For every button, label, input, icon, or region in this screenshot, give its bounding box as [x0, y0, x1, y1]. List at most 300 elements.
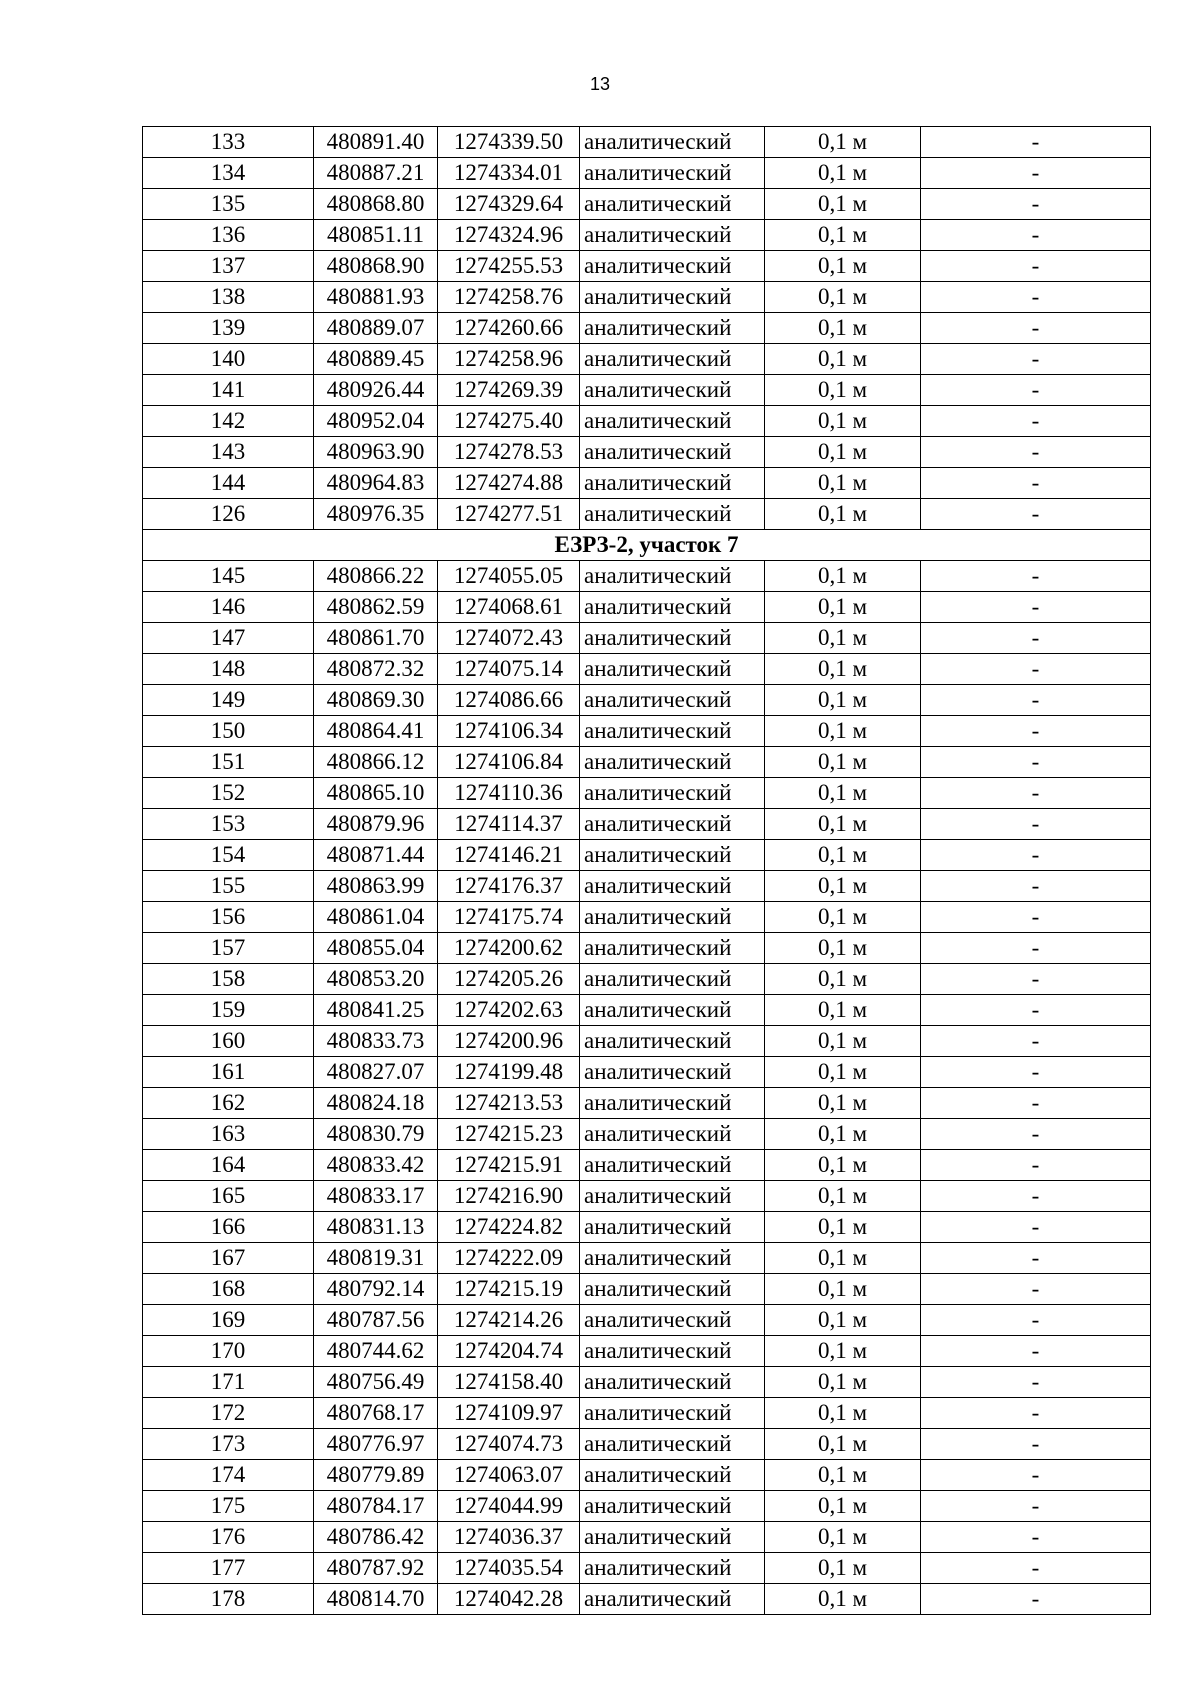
point-number-cell: 149 [143, 685, 314, 716]
y-coordinate-cell: 1274075.14 [438, 654, 580, 685]
accuracy-cell: 0,1 м [765, 127, 921, 158]
accuracy-cell: 0,1 м [765, 654, 921, 685]
table-row [143, 716, 1151, 747]
x-coordinate-cell: 480768.17 [314, 1398, 438, 1429]
method-cell: аналитический [580, 468, 765, 499]
method-cell: аналитический [580, 1522, 765, 1553]
note-cell: - [921, 344, 1151, 375]
y-coordinate-cell: 1274274.88 [438, 468, 580, 499]
note-cell: - [921, 1274, 1151, 1305]
point-number-cell: 156 [143, 902, 314, 933]
accuracy-cell: 0,1 м [765, 1150, 921, 1181]
table-row [143, 189, 1151, 220]
point-number-cell: 173 [143, 1429, 314, 1460]
point-number-cell: 161 [143, 1057, 314, 1088]
note-cell: - [921, 1460, 1151, 1491]
note-cell: - [921, 1553, 1151, 1584]
note-cell: - [921, 127, 1151, 158]
table-row [143, 1243, 1151, 1274]
point-number-cell: 139 [143, 313, 314, 344]
method-cell: аналитический [580, 1336, 765, 1367]
method-cell: аналитический [580, 1460, 765, 1491]
method-cell: аналитический [580, 1398, 765, 1429]
accuracy-cell: 0,1 м [765, 716, 921, 747]
method-cell: аналитический [580, 778, 765, 809]
x-coordinate-cell: 480891.40 [314, 127, 438, 158]
point-number-cell: 157 [143, 933, 314, 964]
table-row [143, 1429, 1151, 1460]
x-coordinate-cell: 480792.14 [314, 1274, 438, 1305]
x-coordinate-cell: 480841.25 [314, 995, 438, 1026]
accuracy-cell: 0,1 м [765, 1212, 921, 1243]
method-cell: аналитический [580, 1212, 765, 1243]
note-cell: - [921, 1398, 1151, 1429]
x-coordinate-cell: 480744.62 [314, 1336, 438, 1367]
method-cell: аналитический [580, 1491, 765, 1522]
method-cell: аналитический [580, 871, 765, 902]
note-cell: - [921, 1212, 1151, 1243]
accuracy-cell: 0,1 м [765, 220, 921, 251]
x-coordinate-cell: 480833.42 [314, 1150, 438, 1181]
x-coordinate-cell: 480833.73 [314, 1026, 438, 1057]
table-row [143, 251, 1151, 282]
y-coordinate-cell: 1274158.40 [438, 1367, 580, 1398]
point-number-cell: 137 [143, 251, 314, 282]
table-row [143, 995, 1151, 1026]
accuracy-cell: 0,1 м [765, 1057, 921, 1088]
accuracy-cell: 0,1 м [765, 499, 921, 530]
point-number-cell: 169 [143, 1305, 314, 1336]
y-coordinate-cell: 1274044.99 [438, 1491, 580, 1522]
note-cell: - [921, 964, 1151, 995]
method-cell: аналитический [580, 623, 765, 654]
method-cell: аналитический [580, 406, 765, 437]
table-row [143, 499, 1151, 530]
x-coordinate-cell: 480864.41 [314, 716, 438, 747]
y-coordinate-cell: 1274106.84 [438, 747, 580, 778]
y-coordinate-cell: 1274334.01 [438, 158, 580, 189]
table-row [143, 561, 1151, 592]
table-row [143, 1181, 1151, 1212]
section-header-row [143, 530, 1151, 561]
y-coordinate-cell: 1274110.36 [438, 778, 580, 809]
table-row [143, 1119, 1151, 1150]
y-coordinate-cell: 1274086.66 [438, 685, 580, 716]
page-number: 13 [589, 74, 611, 94]
point-number-cell: 126 [143, 499, 314, 530]
method-cell: аналитический [580, 809, 765, 840]
method-cell: аналитический [580, 964, 765, 995]
note-cell: - [921, 375, 1151, 406]
accuracy-cell: 0,1 м [765, 871, 921, 902]
method-cell: аналитический [580, 313, 765, 344]
note-cell: - [921, 220, 1151, 251]
table-row [143, 685, 1151, 716]
note-cell: - [921, 189, 1151, 220]
accuracy-cell: 0,1 м [765, 468, 921, 499]
note-cell: - [921, 654, 1151, 685]
method-cell: аналитический [580, 840, 765, 871]
accuracy-cell: 0,1 м [765, 437, 921, 468]
y-coordinate-cell: 1274146.21 [438, 840, 580, 871]
x-coordinate-cell: 480879.96 [314, 809, 438, 840]
note-cell: - [921, 437, 1151, 468]
method-cell: аналитический [580, 158, 765, 189]
y-coordinate-cell: 1274200.96 [438, 1026, 580, 1057]
method-cell: аналитический [580, 1584, 765, 1615]
x-coordinate-cell: 480851.11 [314, 220, 438, 251]
accuracy-cell: 0,1 м [765, 840, 921, 871]
method-cell: аналитический [580, 1553, 765, 1584]
point-number-cell: 136 [143, 220, 314, 251]
table-row [143, 1305, 1151, 1336]
accuracy-cell: 0,1 м [765, 747, 921, 778]
point-number-cell: 178 [143, 1584, 314, 1615]
accuracy-cell: 0,1 м [765, 1460, 921, 1491]
accuracy-cell: 0,1 м [765, 189, 921, 220]
x-coordinate-cell: 480868.90 [314, 251, 438, 282]
point-number-cell: 168 [143, 1274, 314, 1305]
table-row [143, 1088, 1151, 1119]
x-coordinate-cell: 480855.04 [314, 933, 438, 964]
y-coordinate-cell: 1274063.07 [438, 1460, 580, 1491]
y-coordinate-cell: 1274258.96 [438, 344, 580, 375]
method-cell: аналитический [580, 499, 765, 530]
y-coordinate-cell: 1274205.26 [438, 964, 580, 995]
x-coordinate-cell: 480863.99 [314, 871, 438, 902]
point-number-cell: 146 [143, 592, 314, 623]
point-number-cell: 133 [143, 127, 314, 158]
table-row [143, 747, 1151, 778]
note-cell: - [921, 1243, 1151, 1274]
note-cell: - [921, 1491, 1151, 1522]
note-cell: - [921, 623, 1151, 654]
table-body-top [143, 127, 1151, 530]
accuracy-cell: 0,1 м [765, 561, 921, 592]
point-number-cell: 159 [143, 995, 314, 1026]
table-row [143, 468, 1151, 499]
x-coordinate-cell: 480776.97 [314, 1429, 438, 1460]
note-cell: - [921, 1429, 1151, 1460]
x-coordinate-cell: 480787.56 [314, 1305, 438, 1336]
y-coordinate-cell: 1274114.37 [438, 809, 580, 840]
table-row [143, 933, 1151, 964]
table-body-bottom [143, 561, 1151, 1615]
accuracy-cell: 0,1 м [765, 1026, 921, 1057]
accuracy-cell: 0,1 м [765, 1553, 921, 1584]
method-cell: аналитический [580, 716, 765, 747]
method-cell: аналитический [580, 1057, 765, 1088]
method-cell: аналитический [580, 1150, 765, 1181]
method-cell: аналитический [580, 1274, 765, 1305]
note-cell: - [921, 561, 1151, 592]
table-section [143, 530, 1151, 561]
y-coordinate-cell: 1274176.37 [438, 871, 580, 902]
method-cell: аналитический [580, 251, 765, 282]
point-number-cell: 176 [143, 1522, 314, 1553]
accuracy-cell: 0,1 м [765, 375, 921, 406]
accuracy-cell: 0,1 м [765, 1491, 921, 1522]
accuracy-cell: 0,1 м [765, 592, 921, 623]
note-cell: - [921, 282, 1151, 313]
x-coordinate-cell: 480976.35 [314, 499, 438, 530]
accuracy-cell: 0,1 м [765, 1274, 921, 1305]
x-coordinate-cell: 480827.07 [314, 1057, 438, 1088]
y-coordinate-cell: 1274329.64 [438, 189, 580, 220]
y-coordinate-cell: 1274204.74 [438, 1336, 580, 1367]
note-cell: - [921, 747, 1151, 778]
x-coordinate-cell: 480866.12 [314, 747, 438, 778]
x-coordinate-cell: 480853.20 [314, 964, 438, 995]
note-cell: - [921, 1088, 1151, 1119]
note-cell: - [921, 871, 1151, 902]
point-number-cell: 160 [143, 1026, 314, 1057]
y-coordinate-cell: 1274339.50 [438, 127, 580, 158]
x-coordinate-cell: 480869.30 [314, 685, 438, 716]
accuracy-cell: 0,1 м [765, 995, 921, 1026]
table-row [143, 1367, 1151, 1398]
point-number-cell: 154 [143, 840, 314, 871]
point-number-cell: 138 [143, 282, 314, 313]
table-row [143, 1553, 1151, 1584]
y-coordinate-cell: 1274215.91 [438, 1150, 580, 1181]
note-cell: - [921, 313, 1151, 344]
x-coordinate-cell: 480963.90 [314, 437, 438, 468]
point-number-cell: 150 [143, 716, 314, 747]
x-coordinate-cell: 480887.21 [314, 158, 438, 189]
table-row [143, 1026, 1151, 1057]
y-coordinate-cell: 1274214.26 [438, 1305, 580, 1336]
table-row [143, 902, 1151, 933]
y-coordinate-cell: 1274278.53 [438, 437, 580, 468]
method-cell: аналитический [580, 654, 765, 685]
x-coordinate-cell: 480830.79 [314, 1119, 438, 1150]
method-cell: аналитический [580, 437, 765, 468]
point-number-cell: 170 [143, 1336, 314, 1367]
table-row [143, 1057, 1151, 1088]
method-cell: аналитический [580, 1367, 765, 1398]
method-cell: аналитический [580, 375, 765, 406]
x-coordinate-cell: 480871.44 [314, 840, 438, 871]
y-coordinate-cell: 1274275.40 [438, 406, 580, 437]
y-coordinate-cell: 1274175.74 [438, 902, 580, 933]
point-number-cell: 164 [143, 1150, 314, 1181]
x-coordinate-cell: 480889.07 [314, 313, 438, 344]
accuracy-cell: 0,1 м [765, 964, 921, 995]
method-cell: аналитический [580, 344, 765, 375]
accuracy-cell: 0,1 м [765, 1243, 921, 1274]
point-number-cell: 134 [143, 158, 314, 189]
accuracy-cell: 0,1 м [765, 933, 921, 964]
note-cell: - [921, 1305, 1151, 1336]
accuracy-cell: 0,1 м [765, 1305, 921, 1336]
point-number-cell: 144 [143, 468, 314, 499]
accuracy-cell: 0,1 м [765, 1584, 921, 1615]
coordinates-table [142, 126, 1151, 1615]
x-coordinate-cell: 480786.42 [314, 1522, 438, 1553]
y-coordinate-cell: 1274042.28 [438, 1584, 580, 1615]
x-coordinate-cell: 480865.10 [314, 778, 438, 809]
y-coordinate-cell: 1274260.66 [438, 313, 580, 344]
y-coordinate-cell: 1274106.34 [438, 716, 580, 747]
accuracy-cell: 0,1 м [765, 809, 921, 840]
accuracy-cell: 0,1 м [765, 313, 921, 344]
note-cell: - [921, 1584, 1151, 1615]
y-coordinate-cell: 1274074.73 [438, 1429, 580, 1460]
y-coordinate-cell: 1274215.23 [438, 1119, 580, 1150]
point-number-cell: 152 [143, 778, 314, 809]
method-cell: аналитический [580, 220, 765, 251]
x-coordinate-cell: 480889.45 [314, 344, 438, 375]
x-coordinate-cell: 480862.59 [314, 592, 438, 623]
table-row [143, 1274, 1151, 1305]
point-number-cell: 166 [143, 1212, 314, 1243]
y-coordinate-cell: 1274035.54 [438, 1553, 580, 1584]
table-row [143, 1212, 1151, 1243]
x-coordinate-cell: 480814.70 [314, 1584, 438, 1615]
y-coordinate-cell: 1274324.96 [438, 220, 580, 251]
point-number-cell: 177 [143, 1553, 314, 1584]
method-cell: аналитический [580, 1429, 765, 1460]
y-coordinate-cell: 1274109.97 [438, 1398, 580, 1429]
method-cell: аналитический [580, 127, 765, 158]
y-coordinate-cell: 1274216.90 [438, 1181, 580, 1212]
note-cell: - [921, 933, 1151, 964]
table-row [143, 344, 1151, 375]
note-cell: - [921, 1181, 1151, 1212]
accuracy-cell: 0,1 м [765, 251, 921, 282]
table-row [143, 623, 1151, 654]
accuracy-cell: 0,1 м [765, 1119, 921, 1150]
note-cell: - [921, 499, 1151, 530]
y-coordinate-cell: 1274199.48 [438, 1057, 580, 1088]
method-cell: аналитический [580, 933, 765, 964]
x-coordinate-cell: 480861.70 [314, 623, 438, 654]
note-cell: - [921, 902, 1151, 933]
method-cell: аналитический [580, 747, 765, 778]
table-row [143, 1460, 1151, 1491]
accuracy-cell: 0,1 м [765, 1367, 921, 1398]
table-row [143, 964, 1151, 995]
note-cell: - [921, 1367, 1151, 1398]
table-row [143, 313, 1151, 344]
x-coordinate-cell: 480861.04 [314, 902, 438, 933]
table-row [143, 778, 1151, 809]
point-number-cell: 143 [143, 437, 314, 468]
note-cell: - [921, 995, 1151, 1026]
point-number-cell: 165 [143, 1181, 314, 1212]
y-coordinate-cell: 1274255.53 [438, 251, 580, 282]
note-cell: - [921, 840, 1151, 871]
y-coordinate-cell: 1274215.19 [438, 1274, 580, 1305]
method-cell: аналитический [580, 1119, 765, 1150]
point-number-cell: 167 [143, 1243, 314, 1274]
y-coordinate-cell: 1274068.61 [438, 592, 580, 623]
table-row [143, 654, 1151, 685]
accuracy-cell: 0,1 м [765, 1398, 921, 1429]
point-number-cell: 171 [143, 1367, 314, 1398]
accuracy-cell: 0,1 м [765, 158, 921, 189]
x-coordinate-cell: 480964.83 [314, 468, 438, 499]
note-cell: - [921, 685, 1151, 716]
point-number-cell: 135 [143, 189, 314, 220]
note-cell: - [921, 809, 1151, 840]
table-row [143, 1522, 1151, 1553]
method-cell: аналитический [580, 995, 765, 1026]
table-row [143, 220, 1151, 251]
point-number-cell: 153 [143, 809, 314, 840]
note-cell: - [921, 158, 1151, 189]
accuracy-cell: 0,1 м [765, 778, 921, 809]
method-cell: аналитический [580, 189, 765, 220]
y-coordinate-cell: 1274222.09 [438, 1243, 580, 1274]
method-cell: аналитический [580, 282, 765, 313]
x-coordinate-cell: 480831.13 [314, 1212, 438, 1243]
note-cell: - [921, 406, 1151, 437]
accuracy-cell: 0,1 м [765, 902, 921, 933]
point-number-cell: 172 [143, 1398, 314, 1429]
method-cell: аналитический [580, 902, 765, 933]
table-row [143, 840, 1151, 871]
point-number-cell: 148 [143, 654, 314, 685]
table-row [143, 437, 1151, 468]
table-row [143, 1491, 1151, 1522]
table-row [143, 158, 1151, 189]
x-coordinate-cell: 480833.17 [314, 1181, 438, 1212]
table-row [143, 127, 1151, 158]
table-row [143, 809, 1151, 840]
method-cell: аналитический [580, 1088, 765, 1119]
accuracy-cell: 0,1 м [765, 1181, 921, 1212]
accuracy-cell: 0,1 м [765, 406, 921, 437]
y-coordinate-cell: 1274055.05 [438, 561, 580, 592]
method-cell: аналитический [580, 1181, 765, 1212]
x-coordinate-cell: 480872.32 [314, 654, 438, 685]
method-cell: аналитический [580, 685, 765, 716]
x-coordinate-cell: 480881.93 [314, 282, 438, 313]
y-coordinate-cell: 1274213.53 [438, 1088, 580, 1119]
method-cell: аналитический [580, 592, 765, 623]
accuracy-cell: 0,1 м [765, 685, 921, 716]
x-coordinate-cell: 480756.49 [314, 1367, 438, 1398]
note-cell: - [921, 778, 1151, 809]
point-number-cell: 155 [143, 871, 314, 902]
note-cell: - [921, 1057, 1151, 1088]
y-coordinate-cell: 1274200.62 [438, 933, 580, 964]
x-coordinate-cell: 480779.89 [314, 1460, 438, 1491]
note-cell: - [921, 1336, 1151, 1367]
y-coordinate-cell: 1274224.82 [438, 1212, 580, 1243]
y-coordinate-cell: 1274072.43 [438, 623, 580, 654]
accuracy-cell: 0,1 м [765, 1429, 921, 1460]
accuracy-cell: 0,1 м [765, 623, 921, 654]
table-row [143, 1398, 1151, 1429]
point-number-cell: 142 [143, 406, 314, 437]
note-cell: - [921, 251, 1151, 282]
table-row [143, 1584, 1151, 1615]
table-row [143, 282, 1151, 313]
method-cell: аналитический [580, 1026, 765, 1057]
note-cell: - [921, 1119, 1151, 1150]
x-coordinate-cell: 480824.18 [314, 1088, 438, 1119]
table-row [143, 592, 1151, 623]
table-row [143, 871, 1151, 902]
x-coordinate-cell: 480784.17 [314, 1491, 438, 1522]
x-coordinate-cell: 480926.44 [314, 375, 438, 406]
point-number-cell: 141 [143, 375, 314, 406]
point-number-cell: 140 [143, 344, 314, 375]
x-coordinate-cell: 480866.22 [314, 561, 438, 592]
